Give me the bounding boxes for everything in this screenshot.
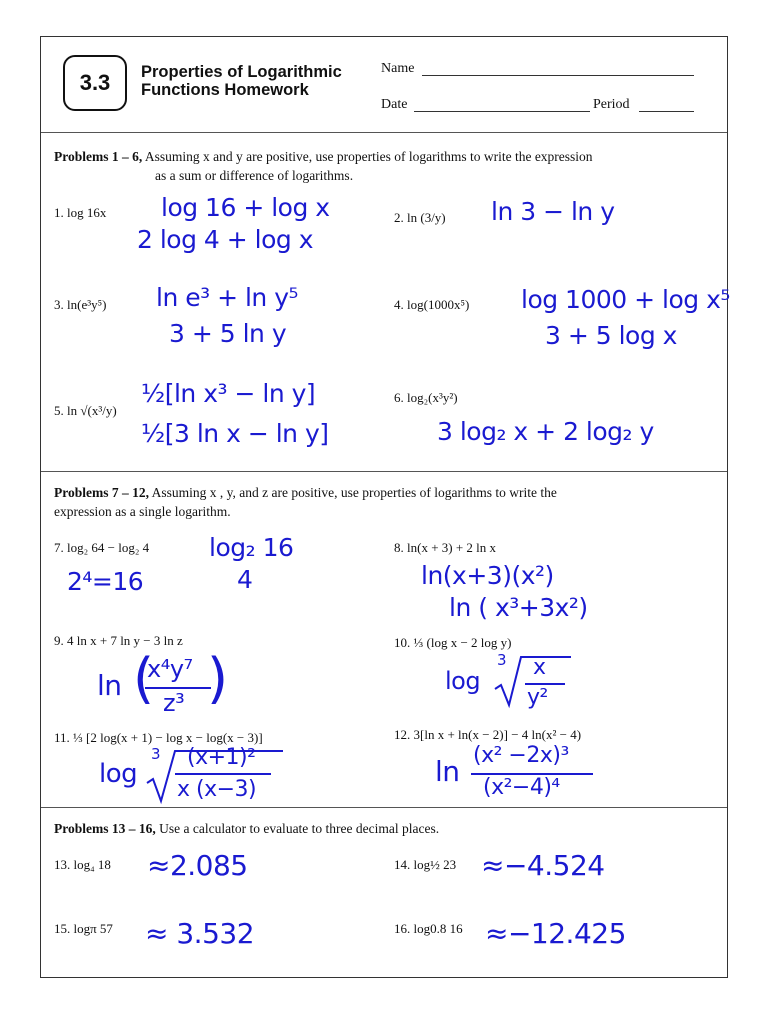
section3-instructions <box>54 819 714 838</box>
answer-12-numerator: (x² −2x)³ <box>473 743 569 768</box>
problem-8-expression: ln(x + 3) + 2 ln x <box>407 540 497 555</box>
problem-5: 5. ln √(x³/y) <box>54 403 117 418</box>
problem-11-expression: ⅓ [2 log(x + 1) − log x − log(x − 3)] <box>73 730 263 745</box>
answer-8-line1: ln(x+3)(x²) <box>421 561 554 590</box>
section3-instr-line1: Use a calculator to evaluate to three decimal places. <box>159 821 440 836</box>
problem-12: 12. 3[ln x + ln(x − 2)] − 4 ln(x² − 4) <box>394 727 582 742</box>
answer-9-denominator: z³ <box>163 689 185 717</box>
date-label: Date <box>381 97 408 112</box>
name-field[interactable] <box>422 75 694 76</box>
section-divider <box>41 471 727 472</box>
answer-11-numerator: (x+1)² <box>187 745 256 770</box>
answer-10-numerator: x <box>533 655 546 680</box>
answer-1-line1: log 16 + log x <box>161 193 330 222</box>
worksheet-header <box>41 37 727 133</box>
answer-8-line2: ln ( x³+3x²) <box>449 593 588 622</box>
section1-instructions <box>54 147 714 185</box>
answer-10-root-index: 3 <box>497 651 507 669</box>
problem-1-expression: log 16x <box>67 205 107 220</box>
answer-14: ≈−4.524 <box>481 849 605 882</box>
problem-3: 3. ln(e³y⁵) <box>54 297 107 312</box>
problem-13-expression: log₄ 18 <box>73 857 111 872</box>
problem-7-expression: log₂ 64 − log₂ 4 <box>67 540 150 555</box>
worksheet <box>40 36 728 978</box>
title-line-2: Functions Homework <box>141 81 309 99</box>
answer-16: ≈−12.425 <box>485 917 626 950</box>
answer-5-line1: ½[ln x³ − ln y] <box>141 379 316 408</box>
answer-10-log: log <box>445 667 481 695</box>
problem-16: 16. log0.8 16 <box>394 921 463 936</box>
problem-16-expression: log0.8 16 <box>413 921 463 936</box>
answer-6: 3 log₂ x + 2 log₂ y <box>437 417 654 446</box>
section2-instr-line2: expression as a single logarithm. <box>54 504 231 519</box>
answer-7-note: 2⁴=16 <box>67 567 144 596</box>
period-label: Period <box>593 97 630 112</box>
worksheet-title <box>141 63 381 99</box>
title-line-1: Properties of Logarithmic <box>141 63 342 81</box>
answer-3-line2: 3 + 5 ln y <box>169 319 287 348</box>
answer-9-paren-open: ( <box>133 647 154 710</box>
date-field[interactable] <box>414 111 590 112</box>
problem-7: 7. log₂ 64 − log₂ 4 <box>54 540 150 555</box>
period-field[interactable] <box>639 111 694 112</box>
answer-5-line2: ½[3 ln x − ln y] <box>141 419 329 448</box>
problem-3-expression: ln(e³y⁵) <box>67 297 107 312</box>
answer-9-ln: ln <box>97 669 122 702</box>
answer-11-fraction-bar <box>175 773 271 775</box>
problem-10-expression: ⅓ (log x − 2 log y) <box>413 635 512 650</box>
answer-13: ≈2.085 <box>147 849 248 882</box>
problem-14: 14. log½ 23 <box>394 857 457 872</box>
section2-heading: Problems 7 – 12, <box>54 485 149 500</box>
section2-instr-line1: Assuming x , y, and z are positive, use properties of logarithms to write the <box>151 485 557 500</box>
answer-12-ln: ln <box>435 755 460 788</box>
answer-11-root-index: 3 <box>151 745 161 763</box>
answer-11-denominator: x (x−3) <box>177 777 257 802</box>
answer-12-denominator: (x²−4)⁴ <box>483 775 560 800</box>
problem-14-expression: log½ 23 <box>413 857 457 872</box>
section-divider <box>41 807 727 808</box>
problem-4: 4. log(1000x⁵) <box>394 297 470 312</box>
problem-6: 6. log₂(x³y²) <box>394 390 458 405</box>
problem-10: 10. ⅓ (log x − 2 log y) <box>394 635 512 650</box>
answer-3-line1: ln e³ + ln y⁵ <box>156 283 299 312</box>
section1-instr-line1: Assuming x and y are positive, use properties of logarithms to write the expression <box>144 149 593 164</box>
answer-2: ln 3 − ln y <box>491 197 615 226</box>
problem-15-expression: logπ 57 <box>73 921 113 936</box>
answer-9-paren-close: ) <box>207 647 228 710</box>
answer-4-line2: 3 + 5 log x <box>545 321 677 350</box>
problem-9-expression: 4 ln x + 7 ln y − 3 ln z <box>67 633 183 648</box>
problem-13: 13. log₄ 18 <box>54 857 111 872</box>
problem-6-expression: log₂(x³y²) <box>407 390 458 405</box>
answer-7-line2: 4 <box>237 565 253 594</box>
problem-8: 8. ln(x + 3) + 2 ln x <box>394 540 497 555</box>
answer-11-log: log <box>99 759 138 789</box>
answer-10-denominator: y² <box>527 685 548 710</box>
answer-4-line1: log 1000 + log x⁵ <box>521 285 730 314</box>
problem-11: 11. ⅓ [2 log(x + 1) − log x − log(x − 3)] <box>54 730 263 745</box>
problem-4-expression: log(1000x⁵) <box>407 297 470 312</box>
section1-heading: Problems 1 – 6, <box>54 149 143 164</box>
problem-1: 1. log 16x <box>54 205 107 220</box>
name-label: Name <box>381 61 415 76</box>
problem-5-expression: ln √(x³/y) <box>67 403 117 418</box>
answer-15: ≈ 3.532 <box>145 917 255 950</box>
section2-instructions <box>54 483 714 521</box>
section-number-badge: 3.3 <box>63 55 127 111</box>
section3-heading: Problems 13 – 16, <box>54 821 156 836</box>
problem-9: 9. 4 ln x + 7 ln y − 3 ln z <box>54 633 183 648</box>
answer-9-numerator: x⁴y⁷ <box>147 655 193 683</box>
answer-7-line1: log₂ 16 <box>209 533 294 562</box>
section1-instr-line2: as a sum or difference of logarithms. <box>155 168 354 183</box>
problem-2-expression: ln (3/y) <box>407 210 446 225</box>
problem-2: 2. ln (3/y) <box>394 210 446 225</box>
answer-1-line2: 2 log 4 + log x <box>137 225 314 254</box>
problem-15: 15. logπ 57 <box>54 921 113 936</box>
problem-12-expression: 3[ln x + ln(x − 2)] − 4 ln(x² − 4) <box>413 727 582 742</box>
